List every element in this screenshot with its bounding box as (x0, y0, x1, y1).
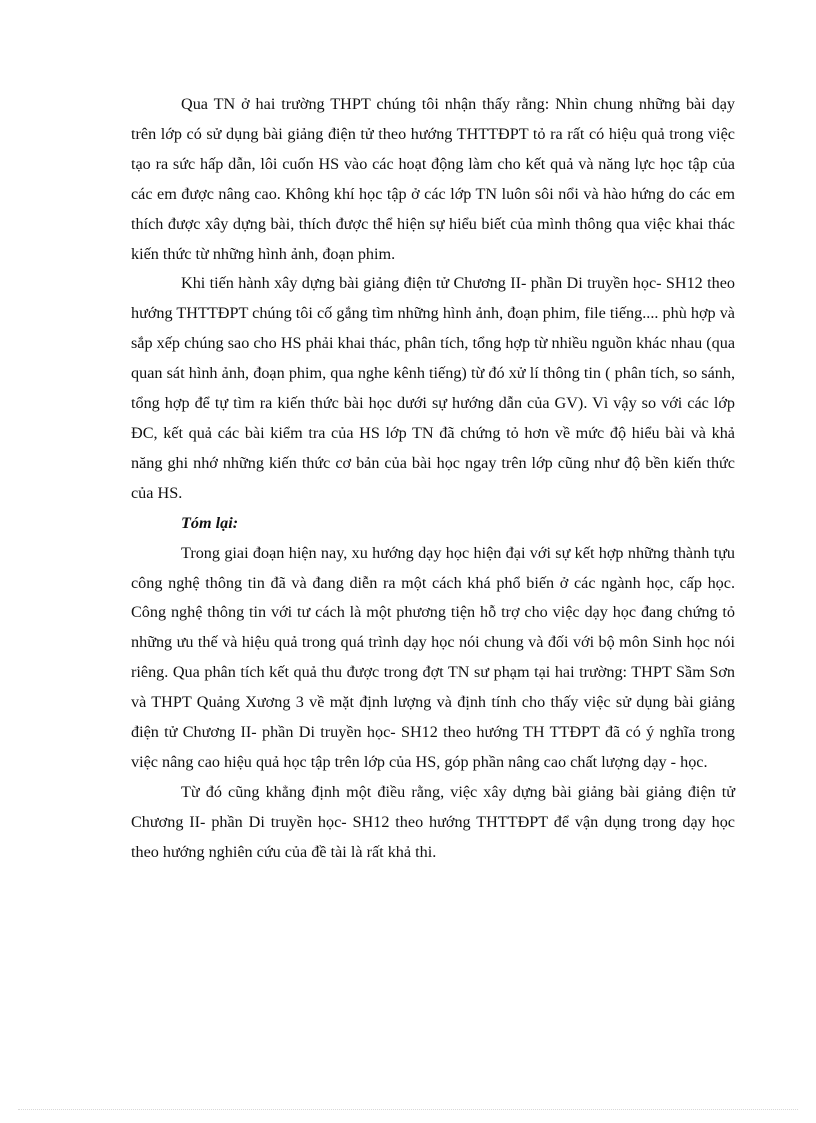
paragraph-summary-conclusion: Từ đó cũng khẳng định một điều rằng, việc xây dựng bài giảng bài giảng điện tử Chương II- phần Di truyền học- SH12 theo hướng THTTĐPT để vận dụng trong dạy học theo hướng nghiên cứu của đề tài là rất khả thi. (131, 782, 735, 861)
summary-heading: Tóm lại: (181, 513, 239, 532)
paragraph-lesson-design: Khi tiến hành xây dựng bài giảng điện tử Chương II- phần Di truyền học- SH12 theo hướng THTTĐPT chúng tôi cố gắng tìm những hình ảnh, đoạn phim, file tiếng.... phù hợp và sắp xếp chúng sao cho HS phải khai thác, phân tích, tổng hợp từ nhiều nguồn khác nhau (qua quan sát hình ảnh, đoạn phim, qua nghe kênh tiếng) từ đó xử lí thông tin ( phân tích, so sánh, tổng hợp để tự tìm ra kiến thức bài học dưới sự hướng dẫn của GV). Vì vậy so với các lớp ĐC, kết quả các bài kiểm tra của HS lớp TN đã chứng tỏ hơn về mức độ hiểu bài và khả năng ghi nhớ những kiến thức cơ bản của bài học ngay trên lớp cũng như độ bền kiến thức của HS. (131, 274, 735, 502)
document-body (131, 90, 735, 868)
paragraph-experiment-observation: Qua TN ở hai trường THPT chúng tôi nhận thấy rằng: Nhìn chung những bài dạy trên lớp có sử dụng bài giảng điện tử theo hướng THTTĐPT tỏ ra rất có hiệu quả trong việc tạo ra sức hấp dẫn, lôi cuốn HS vào các hoạt động làm cho kết quả và năng lực học tập của các em được nâng cao. Không khí học tập ở các lớp TN luôn sôi nổi và hào hứng do các em thích được xây dựng bài, thích được thể hiện sự hiểu biết của mình thông qua việc khai thác kiến thức từ những hình ảnh, đoạn phim. (131, 95, 735, 263)
paragraph-summary-trend: Trong giai đoạn hiện nay, xu hướng dạy học hiện đại với sự kết hợp những thành tựu công nghệ thông tin đã và đang diễn ra một cách khá phổ biến ở các ngành học, cấp học. Công nghệ thông tin với tư cách là một phương tiện hỗ trợ cho việc dạy học đang chứng tỏ những ưu thế và hiệu quả trong quá trình dạy học nói chung và đối với bộ môn Sinh học nói riêng. Qua phân tích kết quả thu được trong đợt TN sư phạm tại hai trường: THPT Sầm Sơn và THPT Quảng Xương 3 về mặt định lượng và định tính cho thấy việc sử dụng bài giảng điện tử Chương II- phần Di truyền học- SH12 theo hướng TH TTĐPT đã có ý nghĩa trong việc nâng cao hiệu quả học tập trên lớp của HS, góp phần nâng cao chất lượng dạy - học. (131, 543, 735, 771)
page-bottom-divider (18, 1109, 798, 1110)
